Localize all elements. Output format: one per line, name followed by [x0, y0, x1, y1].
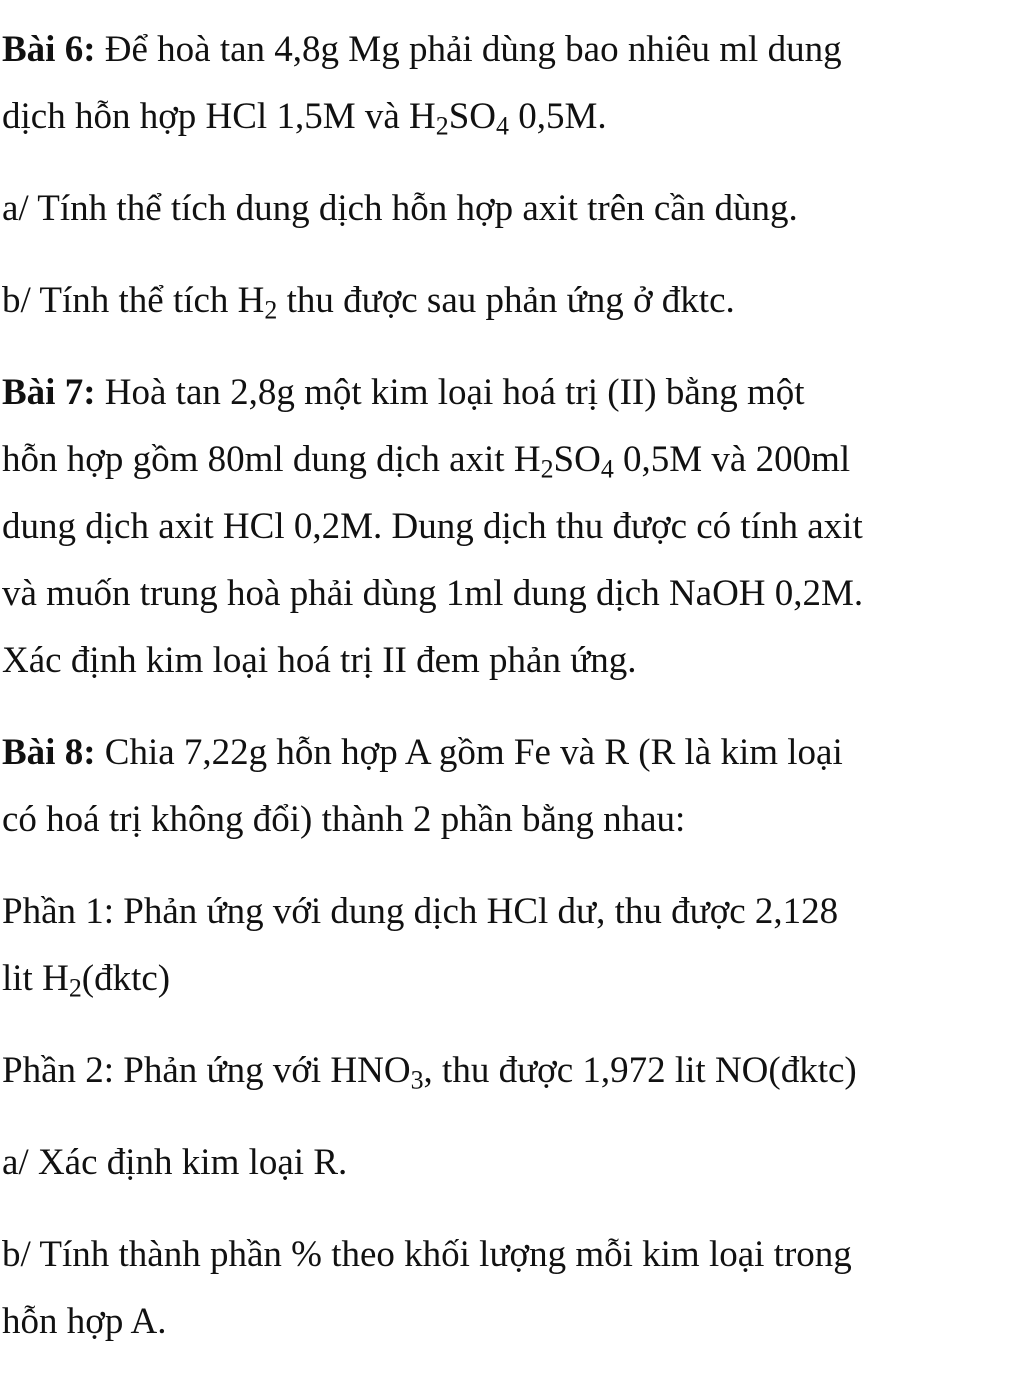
bai8-part-b-line-2: hỗn hợp A. — [2, 1301, 167, 1342]
bai7-line-2-text-a: hỗn hợp gồm 80ml dung dịch axit H — [2, 439, 541, 480]
bai6-line-2-text-b: SO — [448, 96, 497, 137]
bai6-label: Bài 6: — [2, 29, 96, 70]
bai6-part-b — [2, 267, 1016, 334]
subscript: 4 — [600, 454, 614, 484]
bai7-line-1-text: Hoà tan 2,8g một kim loại hoá trị (II) bằng một — [95, 372, 805, 413]
subscript: 4 — [496, 111, 509, 141]
bai7-line-1 — [2, 359, 1016, 426]
bai7-line-3: dung dịch axit HCl 0,2M. Dung dịch thu được có tính axit — [2, 506, 863, 547]
bai8-phan1-line-2-text-b: (đktc) — [81, 958, 171, 999]
bai8-line-1 — [2, 719, 1016, 786]
bai8-line-2: có hoá trị không đổi) thành 2 phần bằng nhau: — [2, 799, 686, 840]
bai7-line-2 — [2, 426, 1016, 493]
bai7-line-2-text-b: SO — [553, 439, 601, 480]
bai6-line-2-text-c: 0,5M. — [508, 96, 607, 137]
bai8-phan2-text-b: , thu được 1,972 lit NO(đktc) — [423, 1050, 857, 1091]
bai7-label: Bài 7: — [2, 372, 96, 413]
subscript: 2 — [264, 295, 278, 325]
bai8-label: Bài 8: — [2, 732, 96, 773]
bai8-phan2-text-a: Phần 2: Phản ứng với HNO — [2, 1050, 411, 1091]
bai7-line-5: Xác định kim loại hoá trị II đem phản ứng. — [2, 640, 637, 681]
bai6-part-b-text-b: thu được sau phản ứng ở đktc. — [277, 280, 735, 321]
bai8-phan1-line-2-text-a: lit H — [2, 958, 69, 999]
bai6-part-a: a/ Tính thể tích dung dịch hỗn hợp axit trên cần dùng. — [2, 188, 798, 229]
subscript: 2 — [435, 111, 449, 141]
bai8-part-a: a/ Xác định kim loại R. — [2, 1142, 348, 1183]
bai6-line-1-text: Để hoà tan 4,8g Mg phải dùng bao nhiêu ml dung — [95, 29, 842, 70]
bai6-line-2 — [2, 83, 1016, 150]
bai7-line-2-text-c: 0,5M và 200ml — [613, 439, 851, 480]
bai8-phan2 — [2, 1037, 1016, 1104]
bai6-line-1 — [2, 16, 1016, 83]
bai7-line-4: và muốn trung hoà phải dùng 1ml dung dịch NaOH 0,2M. — [2, 573, 864, 614]
bai6-line-2-text-a: dịch hỗn hợp HCl 1,5M và H — [2, 96, 436, 137]
bai6-part-b-text-a: b/ Tính thể tích H — [2, 280, 265, 321]
subscript: 2 — [68, 973, 82, 1003]
subscript: 2 — [540, 454, 554, 484]
bai8-line-1-text: Chia 7,22g hỗn hợp A gồm Fe và R (R là kim loại — [95, 732, 843, 773]
bai8-phan1-line-2 — [2, 945, 1016, 1012]
subscript: 3 — [410, 1065, 424, 1095]
bai8-phan1-line-1: Phần 1: Phản ứng với dung dịch HCl dư, thu được 2,128 — [2, 891, 839, 932]
bai8-part-b-line-1: b/ Tính thành phần % theo khối lượng mỗi kim loại trong — [2, 1234, 852, 1275]
